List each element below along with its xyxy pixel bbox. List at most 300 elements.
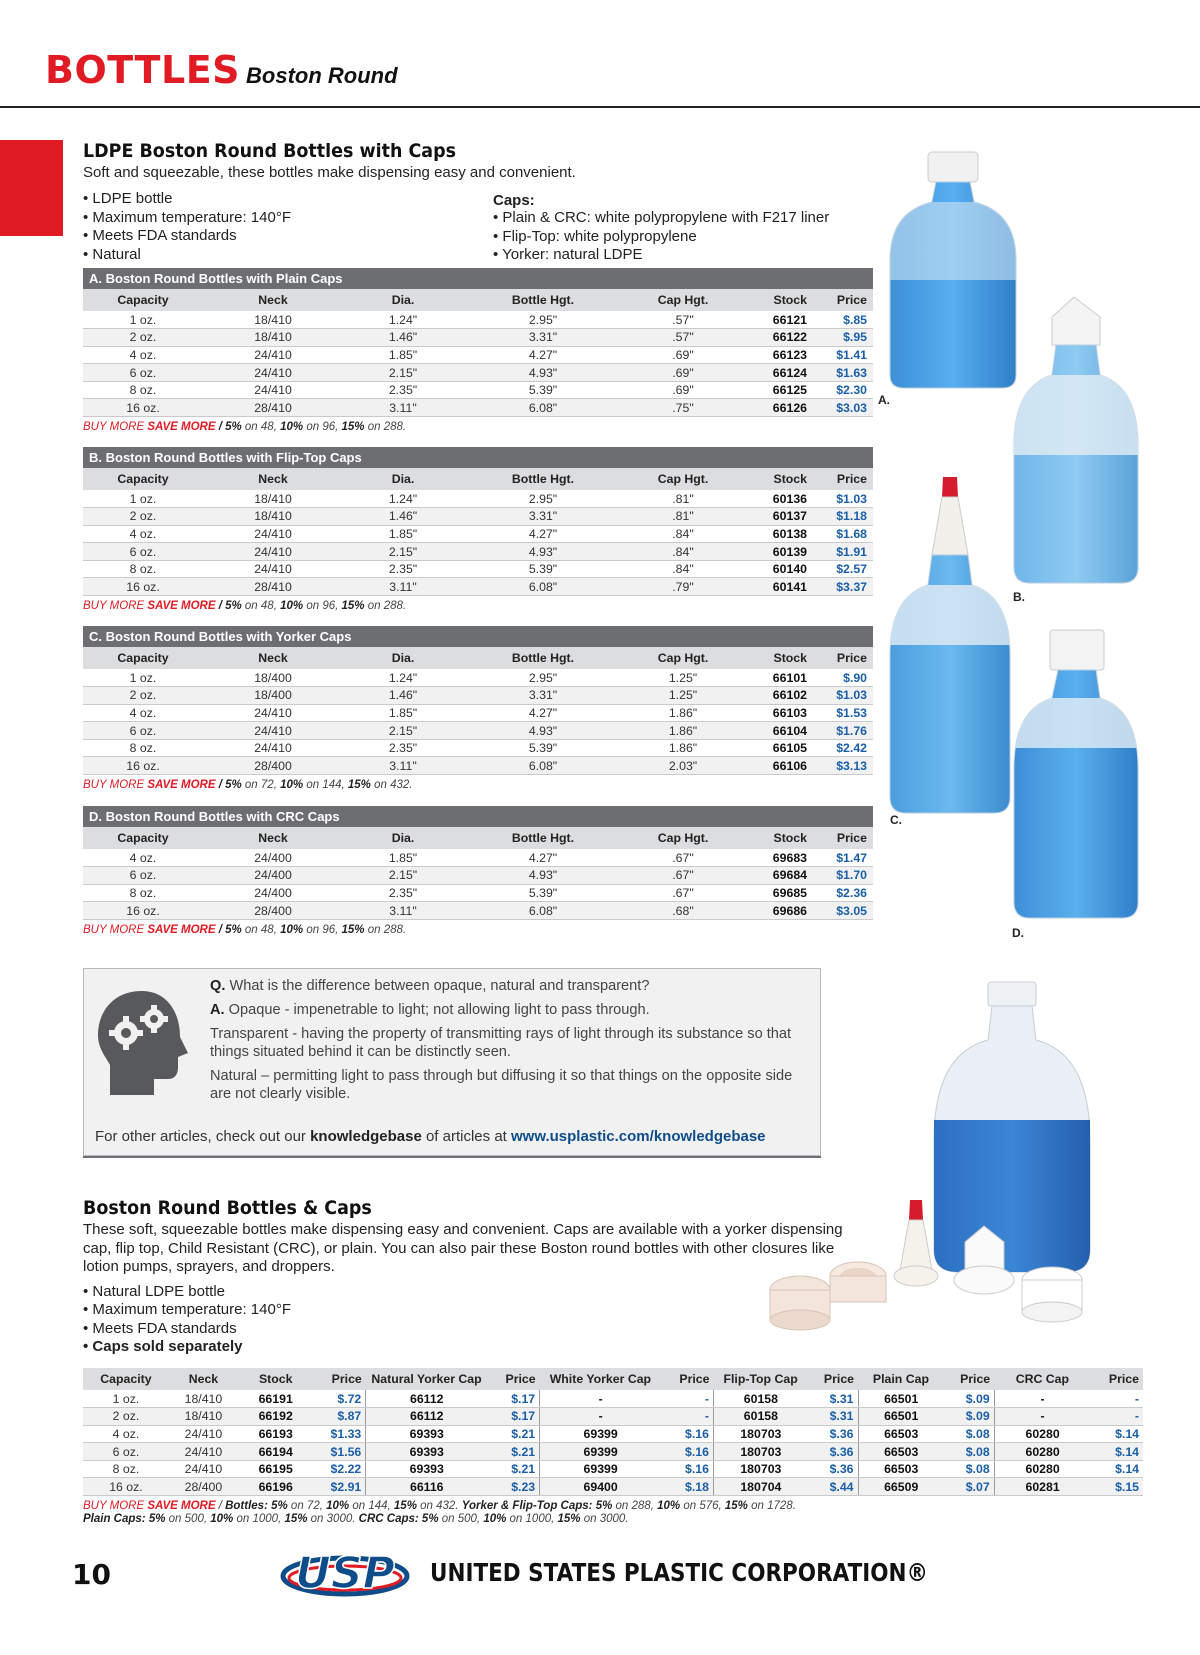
table-cell: 24/410 bbox=[169, 1460, 238, 1478]
table-cell: 69393 bbox=[366, 1460, 488, 1478]
stock-cell: 66103 bbox=[743, 704, 813, 722]
separator: / bbox=[215, 600, 226, 613]
page-subtitle: Boston Round bbox=[246, 63, 398, 88]
table-cell: 1.46" bbox=[343, 329, 463, 347]
table-cell: 66503 bbox=[858, 1443, 944, 1461]
on: on bbox=[370, 779, 391, 792]
table-row bbox=[83, 757, 873, 775]
table-cell: 2.15" bbox=[343, 364, 463, 382]
question: What is the difference between opaque, natural and transparent? bbox=[225, 978, 650, 994]
pct: 10% bbox=[326, 1500, 350, 1513]
red-tab bbox=[0, 140, 63, 236]
price-cell: $3.13 bbox=[813, 757, 873, 775]
column-header: Cap Hgt. bbox=[623, 647, 743, 669]
table-cell: 66116 bbox=[366, 1478, 488, 1496]
buy-more-text: BUY MORE bbox=[83, 923, 148, 936]
table-cell: 1.24" bbox=[343, 311, 463, 329]
stock-cell: 60140 bbox=[743, 560, 813, 578]
on: on bbox=[349, 1500, 369, 1513]
table-cell: 2.95" bbox=[463, 311, 623, 329]
table-row bbox=[83, 560, 873, 578]
table-cell: .69" bbox=[623, 346, 743, 364]
bottles-caps-table bbox=[83, 1368, 1143, 1496]
save-more-text: SAVE MORE bbox=[147, 1500, 216, 1513]
comma: , bbox=[476, 1513, 484, 1526]
pct: 5% bbox=[225, 779, 242, 792]
table-cell: .67" bbox=[623, 867, 743, 885]
table-cell: 66112 bbox=[366, 1390, 488, 1408]
table-body bbox=[83, 1390, 1143, 1496]
table-cell: .57" bbox=[623, 329, 743, 347]
price-cell: $2.36 bbox=[813, 884, 873, 902]
table-cell: 1 oz. bbox=[83, 311, 203, 329]
pct: 10% bbox=[657, 1500, 681, 1513]
table-title-bar: C. Boston Round Bottles with Yorker Caps bbox=[83, 626, 873, 647]
column-header: Price bbox=[813, 468, 873, 490]
table-cell: 4.27" bbox=[463, 525, 623, 543]
table-row bbox=[83, 329, 873, 347]
stock-cell: 66104 bbox=[743, 722, 813, 740]
dot: . bbox=[402, 923, 407, 936]
bullet: • Maximum temperature: 140°F bbox=[83, 1301, 291, 1318]
table-cell: 18/400 bbox=[203, 687, 343, 705]
corporation-name: UNITED STATES PLASTIC CORPORATION® bbox=[430, 1558, 929, 1587]
table-cell: 4 oz. bbox=[83, 849, 203, 867]
column-header: Dia. bbox=[343, 647, 463, 669]
table-cell: 5.39" bbox=[463, 560, 623, 578]
comma: , bbox=[273, 600, 281, 613]
table-cell: 24/410 bbox=[203, 704, 343, 722]
header-row bbox=[83, 647, 873, 669]
column-header: Stock bbox=[238, 1368, 313, 1390]
price-cell: $3.37 bbox=[813, 578, 873, 596]
on: on bbox=[241, 779, 261, 792]
table-row bbox=[83, 739, 873, 757]
dot: . bbox=[455, 1500, 459, 1513]
table-cell: .84" bbox=[623, 560, 743, 578]
stock-cell: 60141 bbox=[743, 578, 813, 596]
qty: 144 bbox=[368, 1500, 388, 1513]
table-cell: 2.95" bbox=[463, 490, 623, 508]
table-cell: 18/410 bbox=[203, 508, 343, 526]
price-cell: $.09 bbox=[944, 1390, 994, 1408]
table-cell: 69393 bbox=[366, 1443, 488, 1461]
table-cell: 66196 bbox=[238, 1478, 313, 1496]
qty: 288 bbox=[383, 923, 403, 936]
table-cell: 16 oz. bbox=[83, 1478, 169, 1496]
price-cell: $.14 bbox=[1091, 1443, 1143, 1461]
table-row bbox=[83, 1425, 1143, 1443]
crc-label: CRC Caps: bbox=[358, 1513, 419, 1526]
table-row bbox=[83, 1408, 1143, 1426]
save-more-text: SAVE MORE bbox=[147, 421, 216, 434]
table-cell: 180704 bbox=[713, 1478, 807, 1496]
buy-more-text: BUY MORE bbox=[83, 1500, 148, 1513]
qty: 96 bbox=[322, 923, 336, 936]
table-cell: 1.46" bbox=[343, 687, 463, 705]
column-header: Price bbox=[813, 289, 873, 311]
price-cell: $1.91 bbox=[813, 543, 873, 561]
logo-text: USP bbox=[295, 1548, 395, 1599]
product-table bbox=[83, 289, 873, 417]
price-cell: $3.03 bbox=[813, 399, 873, 417]
photo-label-d: D. bbox=[1012, 926, 1024, 940]
table-cell: 69399 bbox=[540, 1460, 662, 1478]
table-row bbox=[83, 543, 873, 561]
pct: 15% bbox=[284, 1513, 308, 1526]
qty: 96 bbox=[322, 600, 336, 613]
column-header: Neck bbox=[203, 647, 343, 669]
column-header: Cap Hgt. bbox=[623, 289, 743, 311]
pct: 15% bbox=[347, 779, 371, 792]
table-cell: 8 oz. bbox=[83, 560, 203, 578]
price-cell: $.72 bbox=[313, 1390, 365, 1408]
price-cell: $.09 bbox=[944, 1408, 994, 1426]
price-cell: $.08 bbox=[944, 1460, 994, 1478]
price-cell: $.21 bbox=[487, 1425, 539, 1443]
buy-more-text: BUY MORE bbox=[83, 421, 148, 434]
price-cell: $.14 bbox=[1091, 1460, 1143, 1478]
section-ldpe bbox=[83, 140, 873, 265]
table-cell: 1 oz. bbox=[83, 669, 203, 687]
price-cell: $3.05 bbox=[813, 902, 873, 920]
qty: 3000 bbox=[326, 1513, 353, 1526]
table-cell: 4.93" bbox=[463, 543, 623, 561]
table-cell: 28/400 bbox=[203, 757, 343, 775]
table-bottles-caps bbox=[83, 1368, 1143, 1526]
table-title-bar: A. Boston Round Bottles with Plain Caps bbox=[83, 268, 873, 289]
buy-more-text: BUY MORE bbox=[83, 600, 148, 613]
stock-cell: 66124 bbox=[743, 364, 813, 382]
stock-cell: 66125 bbox=[743, 381, 813, 399]
qty: 144 bbox=[322, 779, 342, 792]
price-cell: $.44 bbox=[808, 1478, 858, 1496]
table-cell: - bbox=[540, 1390, 662, 1408]
column-header: Price bbox=[1091, 1368, 1143, 1390]
table-cell: 1 oz. bbox=[83, 490, 203, 508]
price-cell: $.16 bbox=[661, 1443, 713, 1461]
table-cell: 24/410 bbox=[203, 381, 343, 399]
table-cell: 24/410 bbox=[203, 364, 343, 382]
table-cell: 66503 bbox=[858, 1425, 944, 1443]
dot: . bbox=[792, 1500, 796, 1513]
column-header: Stock bbox=[743, 468, 813, 490]
pct: 5% bbox=[271, 1500, 288, 1513]
price-cell: $1.56 bbox=[313, 1443, 365, 1461]
price-cell: $.21 bbox=[487, 1460, 539, 1478]
table-cell: 1.85" bbox=[343, 346, 463, 364]
header-row bbox=[83, 289, 873, 311]
qa-footer-text: of articles at bbox=[421, 1128, 511, 1145]
column-header: Neck bbox=[203, 289, 343, 311]
pct: 10% bbox=[280, 421, 304, 434]
price-cell: $.07 bbox=[944, 1478, 994, 1496]
comma: , bbox=[335, 923, 342, 936]
head-gears-icon bbox=[94, 987, 194, 1099]
product-table bbox=[83, 827, 873, 920]
table-row bbox=[83, 346, 873, 364]
qty: 1000 bbox=[525, 1513, 552, 1526]
price-cell: $.90 bbox=[813, 669, 873, 687]
on: on bbox=[506, 1513, 526, 1526]
price-cell: $.15 bbox=[1091, 1478, 1143, 1496]
on: on bbox=[364, 923, 384, 936]
usp-logo-icon bbox=[280, 1538, 410, 1608]
column-header: Capacity bbox=[83, 289, 203, 311]
qa-bottom-rule bbox=[83, 1156, 821, 1158]
table-row bbox=[83, 525, 873, 543]
table-cell: 4 oz. bbox=[83, 346, 203, 364]
price-cell: - bbox=[1091, 1408, 1143, 1426]
dot: . bbox=[402, 421, 407, 434]
a-label: A. bbox=[210, 1002, 225, 1018]
table-cell: 4.93" bbox=[463, 867, 623, 885]
comma: , bbox=[387, 1500, 394, 1513]
on: on bbox=[241, 600, 261, 613]
on: on bbox=[416, 1500, 437, 1513]
table-cell: 66501 bbox=[858, 1408, 944, 1426]
table-cell: 180703 bbox=[713, 1460, 807, 1478]
table-cell: 24/400 bbox=[203, 849, 343, 867]
table-cell: 5.39" bbox=[463, 739, 623, 757]
column-header: Dia. bbox=[343, 468, 463, 490]
table-cell: 4 oz. bbox=[83, 704, 203, 722]
dot: . bbox=[352, 1513, 356, 1526]
bottles-label: Bottles: bbox=[225, 1500, 268, 1513]
bottle-yorker-cap-image bbox=[888, 475, 1012, 815]
table-cell: 60158 bbox=[713, 1408, 807, 1426]
table-cell: 24/410 bbox=[203, 543, 343, 561]
price-cell: $1.68 bbox=[813, 525, 873, 543]
qa-footer-text: For other articles, check out our bbox=[95, 1128, 311, 1145]
header-row bbox=[83, 827, 873, 849]
bottle-crc-cap-image bbox=[1012, 628, 1140, 920]
answer-natural: Natural – permitting light to pass through but diffusing it so that things on the opposite side are not clearly visible. bbox=[210, 1068, 793, 1102]
table-cell: 24/410 bbox=[169, 1443, 238, 1461]
table-cell: 24/400 bbox=[203, 884, 343, 902]
price-cell: $1.41 bbox=[813, 346, 873, 364]
separator: / bbox=[215, 923, 226, 936]
table-row bbox=[83, 364, 873, 382]
q-label: Q. bbox=[210, 978, 226, 994]
stock-cell: 60139 bbox=[743, 543, 813, 561]
pct: 5% bbox=[148, 1513, 166, 1526]
buy-more-notes bbox=[83, 1500, 1143, 1526]
column-header: Neck bbox=[203, 468, 343, 490]
plain-label: Plain Caps: bbox=[83, 1513, 146, 1526]
photo-label-a: A. bbox=[878, 393, 890, 407]
table-cell: 2.35" bbox=[343, 739, 463, 757]
table-cell: .67" bbox=[623, 884, 743, 902]
table-cell: 4.27" bbox=[463, 849, 623, 867]
price-cell: $.23 bbox=[487, 1478, 539, 1496]
comma: , bbox=[335, 600, 342, 613]
table-cell: 60280 bbox=[994, 1425, 1090, 1443]
column-header: Bottle Hgt. bbox=[463, 289, 623, 311]
photo-label-b: B. bbox=[1013, 590, 1025, 604]
table-cell: 1 oz. bbox=[83, 1390, 169, 1408]
column-header: Neck bbox=[169, 1368, 238, 1390]
price-cell: $1.03 bbox=[813, 490, 873, 508]
table-cell: 18/410 bbox=[203, 490, 343, 508]
column-header: Stock bbox=[743, 647, 813, 669]
page-header bbox=[45, 48, 398, 94]
table-cell: 6.08" bbox=[463, 399, 623, 417]
price-cell: $.36 bbox=[808, 1443, 858, 1461]
column-header: Flip-Top Cap bbox=[713, 1368, 807, 1390]
table-cell: - bbox=[540, 1408, 662, 1426]
table-cell: 66501 bbox=[858, 1390, 944, 1408]
table-row bbox=[83, 311, 873, 329]
stock-cell: 66106 bbox=[743, 757, 813, 775]
stock-cell: 66126 bbox=[743, 399, 813, 417]
table-cell: 2.15" bbox=[343, 867, 463, 885]
table-cell: 1.24" bbox=[343, 669, 463, 687]
bullet: • Meets FDA standards bbox=[83, 1319, 237, 1337]
table-row bbox=[83, 1478, 1143, 1496]
qty: 500 bbox=[184, 1513, 204, 1526]
knowledgebase-link[interactable]: www.usplastic.com/knowledgebase bbox=[511, 1128, 766, 1145]
price-cell: $1.76 bbox=[813, 722, 873, 740]
on: on bbox=[241, 923, 261, 936]
save-more-text: SAVE MORE bbox=[147, 600, 216, 613]
table-cell: 1.86" bbox=[623, 722, 743, 740]
column-header: Price bbox=[808, 1368, 858, 1390]
bullet: • LDPE bottle bbox=[83, 190, 173, 207]
qty: 500 bbox=[457, 1513, 477, 1526]
comma: , bbox=[718, 1500, 725, 1513]
stock-cell: 60137 bbox=[743, 508, 813, 526]
table-cell: 180703 bbox=[713, 1443, 807, 1461]
knowledgebase-word: knowledgebase bbox=[310, 1128, 422, 1145]
section-description: Soft and squeezable, these bottles make dispensing easy and convenient. bbox=[83, 164, 576, 181]
answer-opaque: Opaque - impenetrable to light; not allowing light to pass through. bbox=[224, 1002, 650, 1018]
table-cell: 2 oz. bbox=[83, 1408, 169, 1426]
stock-cell: 66123 bbox=[743, 346, 813, 364]
qty: 3000 bbox=[599, 1513, 626, 1526]
price-cell: $2.22 bbox=[313, 1460, 365, 1478]
stock-cell: 69683 bbox=[743, 849, 813, 867]
table-cell: .69" bbox=[623, 364, 743, 382]
table-cell: 69399 bbox=[540, 1425, 662, 1443]
table-cell: 2 oz. bbox=[83, 329, 203, 347]
table-row bbox=[83, 867, 873, 885]
qty: 72 bbox=[260, 779, 274, 792]
page-number: 10 bbox=[72, 1558, 111, 1591]
bullet: • Natural LDPE bottle bbox=[83, 1282, 225, 1300]
pct: 10% bbox=[280, 779, 304, 792]
comma: , bbox=[203, 1513, 211, 1526]
comma: , bbox=[273, 421, 281, 434]
pct: 5% bbox=[225, 421, 242, 434]
column-header: Natural Yorker Cap bbox=[366, 1368, 488, 1390]
table-cell: 8 oz. bbox=[83, 1460, 169, 1478]
column-header: Capacity bbox=[83, 468, 203, 490]
table-cell: 6.08" bbox=[463, 757, 623, 775]
price-cell: $.18 bbox=[661, 1478, 713, 1496]
separator: / bbox=[215, 779, 226, 792]
price-cell: $.17 bbox=[487, 1408, 539, 1426]
table-cell: 3.11" bbox=[343, 399, 463, 417]
column-header: Price bbox=[487, 1368, 539, 1390]
table-b bbox=[83, 447, 873, 612]
table-cell: 24/410 bbox=[203, 560, 343, 578]
table-row bbox=[83, 1443, 1143, 1461]
pct: 15% bbox=[393, 1500, 417, 1513]
table-cell: 24/410 bbox=[203, 525, 343, 543]
table-cell: 16 oz. bbox=[83, 399, 203, 417]
pct: 15% bbox=[341, 421, 365, 434]
pct: 10% bbox=[210, 1513, 234, 1526]
table-cell: 2.35" bbox=[343, 884, 463, 902]
on: on bbox=[303, 421, 323, 434]
product-table bbox=[83, 647, 873, 775]
pct: 5% bbox=[421, 1513, 439, 1526]
table-cell: 3.31" bbox=[463, 687, 623, 705]
stock-cell: 66102 bbox=[743, 687, 813, 705]
qty: 432 bbox=[390, 779, 410, 792]
dot: . bbox=[409, 779, 413, 792]
bullet: • Natural bbox=[83, 245, 141, 263]
table-cell: 2.35" bbox=[343, 560, 463, 578]
buy-more-line bbox=[83, 779, 873, 791]
table-row bbox=[83, 849, 873, 867]
price-cell: - bbox=[661, 1390, 713, 1408]
table-cell: .79" bbox=[623, 578, 743, 596]
column-header: White Yorker Cap bbox=[540, 1368, 662, 1390]
table-cell: 66112 bbox=[366, 1408, 488, 1426]
table-cell: 2.95" bbox=[463, 669, 623, 687]
table-cell: 28/410 bbox=[203, 578, 343, 596]
stock-cell: 60138 bbox=[743, 525, 813, 543]
table-cell: 60158 bbox=[713, 1390, 807, 1408]
table-cell: 1.25" bbox=[623, 669, 743, 687]
table-cell: 4 oz. bbox=[83, 1425, 169, 1443]
table-cell: 2.15" bbox=[343, 722, 463, 740]
table-row bbox=[83, 884, 873, 902]
section-boston-round bbox=[83, 1197, 853, 1357]
table-cell: 24/400 bbox=[203, 867, 343, 885]
table-cell: 28/400 bbox=[169, 1478, 238, 1496]
photo-label-c: C. bbox=[890, 813, 902, 827]
table-cell: 18/400 bbox=[203, 669, 343, 687]
table-cell: 4.27" bbox=[463, 704, 623, 722]
stock-cell: 66121 bbox=[743, 311, 813, 329]
qty: 1728 bbox=[767, 1500, 793, 1513]
caps-bullet: • Plain & CRC: white polypropylene with F217 liner bbox=[493, 209, 830, 226]
column-header: Stock bbox=[743, 289, 813, 311]
table-cell: 1.86" bbox=[623, 739, 743, 757]
qty: 48 bbox=[260, 421, 274, 434]
qty: 288 bbox=[383, 421, 403, 434]
qty: 432 bbox=[436, 1500, 456, 1513]
price-cell: $.95 bbox=[813, 329, 873, 347]
pct: 10% bbox=[280, 600, 304, 613]
table-cell: 16 oz. bbox=[83, 757, 203, 775]
table-row bbox=[83, 1390, 1143, 1408]
table-cell: 28/400 bbox=[203, 902, 343, 920]
pct: 15% bbox=[557, 1513, 581, 1526]
table-row bbox=[83, 508, 873, 526]
table-cell: .67" bbox=[623, 849, 743, 867]
pct: 15% bbox=[341, 923, 365, 936]
column-header: Capacity bbox=[83, 647, 203, 669]
on: on bbox=[680, 1500, 700, 1513]
column-header: Cap Hgt. bbox=[623, 468, 743, 490]
column-header: Bottle Hgt. bbox=[463, 468, 623, 490]
bullet: • Meets FDA standards bbox=[83, 227, 237, 244]
table-cell: 24/410 bbox=[203, 739, 343, 757]
